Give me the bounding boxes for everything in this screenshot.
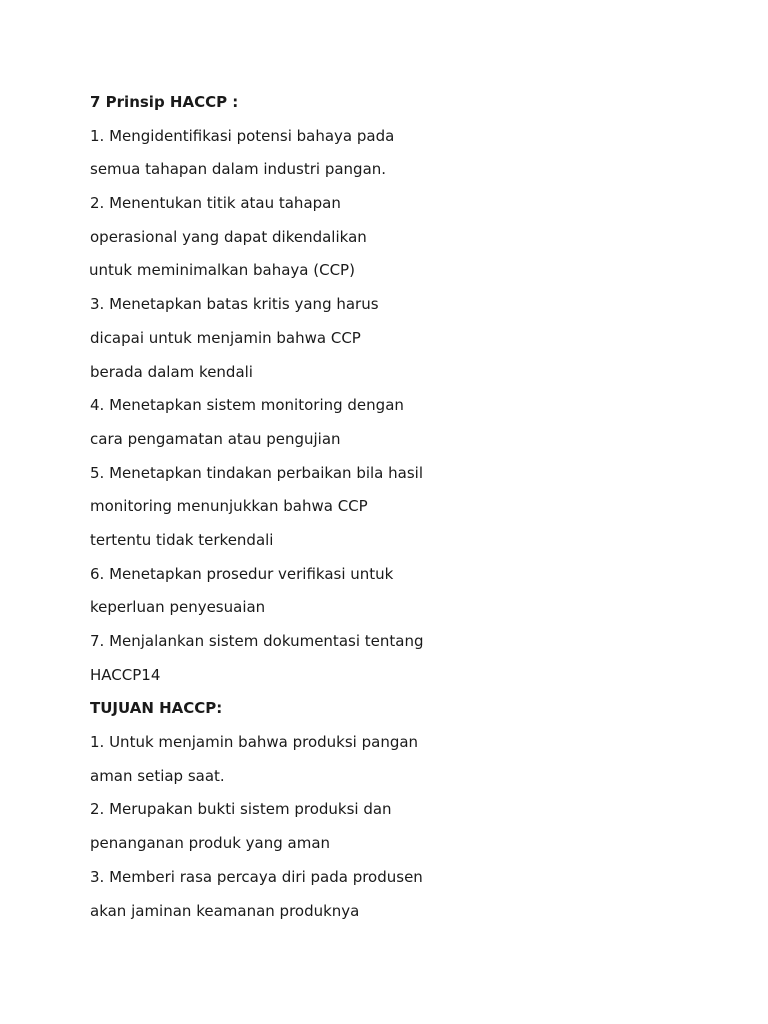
tujuan-line: penanganan produk yang aman [90,834,331,853]
prinsip-line: berada dalam kendali [90,362,253,381]
prinsip-line: keperluan penyesuaian [90,598,266,617]
prinsip-line: 4. Menetapkan sistem monitoring dengan [90,396,404,415]
prinsip-line: untuk meminimalkan bahaya (CCP) [89,261,355,280]
prinsip-line: 6. Menetapkan prosedur verifikasi untuk [90,564,394,583]
prinsip-line: 3. Menetapkan batas kritis yang harus [90,295,379,314]
prinsip-line: dicapai untuk menjamin bahwa CCP [90,328,361,347]
prinsip-line: cara pengamatan atau pengujian [90,429,341,448]
prinsip-heading: 7 Prinsip HACCP : [90,93,239,111]
document-body [90,90,690,932]
tujuan-line: akan jaminan keamanan produknya [90,901,360,920]
prinsip-line: 2. Menentukan titik atau tahapan [90,194,341,213]
prinsip-line: semua tahapan dalam industri pangan. [90,160,387,179]
prinsip-line: tertentu tidak terkendali [90,530,274,549]
prinsip-line: monitoring menunjukkan bahwa CCP [90,497,368,516]
prinsip-line: 5. Menetapkan tindakan perbaikan bila hasil [90,463,423,482]
tujuan-heading: TUJUAN HACCP: [90,699,223,718]
prinsip-line: operasional yang dapat dikendalikan [90,227,367,246]
tujuan-line: 3. Memberi rasa percaya diri pada produsen [90,867,423,886]
tujuan-line: 1. Untuk menjamin bahwa produksi pangan [90,733,419,752]
tujuan-line: 2. Merupakan bukti sistem produksi dan [90,800,392,819]
prinsip-line: 7. Menjalankan sistem dokumentasi tentang [90,632,424,650]
prinsip-line: 1. Mengidentifikasi potensi bahaya pada [90,126,395,145]
prinsip-line: HACCP14 [90,665,161,684]
tujuan-line: aman setiap saat. [90,766,225,785]
